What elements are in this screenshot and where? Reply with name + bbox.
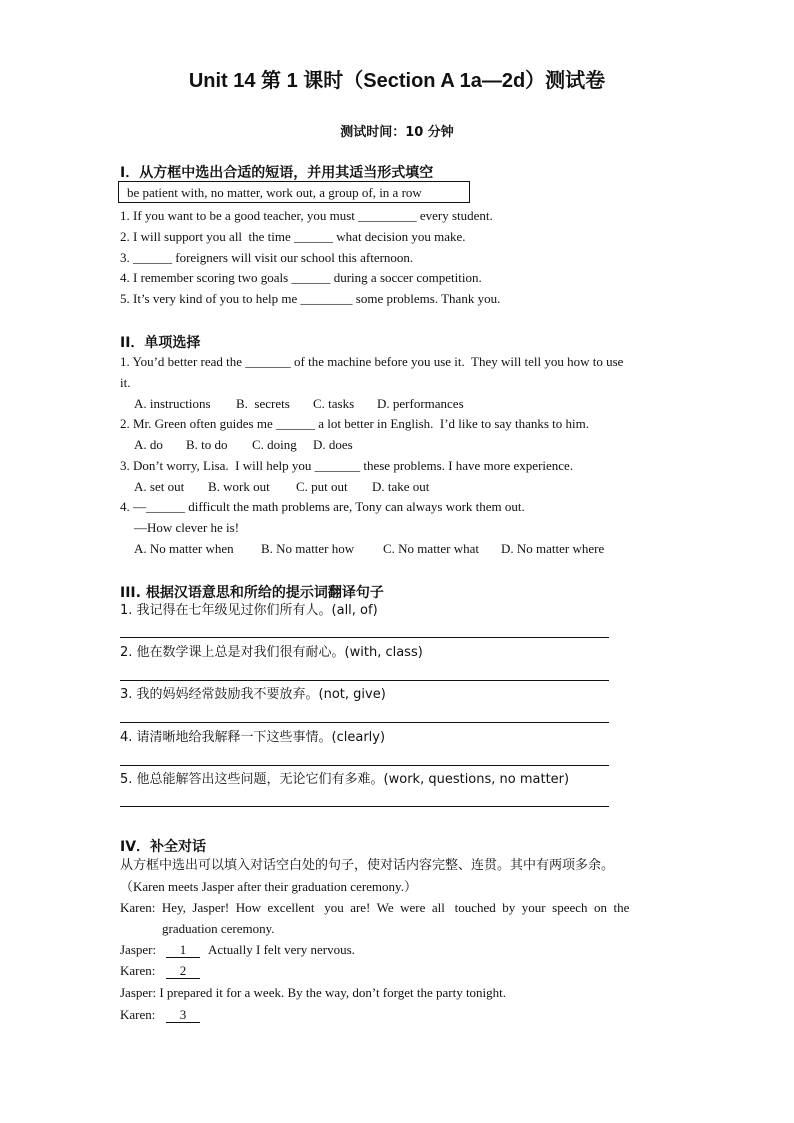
part1-item-5: 5. It’s very kind of you to help me ________ some problems. Thank you. [120, 291, 501, 306]
part2-q2: 2. Mr. Green often guides me ______ a lot better in English. I’d like to say thanks to him. [120, 416, 590, 431]
q3-option-c: C. put out [296, 479, 348, 494]
dialog-blank-3: 3 [166, 1007, 200, 1023]
dialog-speaker-jasper-1: Jasper: [120, 942, 157, 957]
q3-option-d: D. take out [372, 479, 430, 494]
q2-option-b: B. to do [186, 437, 228, 452]
part2-heading: II．单项选择 [120, 335, 201, 351]
part1-item-1: 1. If you want to be a good teacher, you must _________ every student. [120, 208, 493, 223]
q4-option-a: A. No matter when [134, 541, 234, 556]
q1-option-d: D. performances [377, 396, 464, 411]
q3-option-a: A. set out [134, 479, 185, 494]
test-time: 测试时间：10 分钟 [340, 125, 454, 140]
part3-item-2: 2. 他在数学课上总是对我们很有耐心。(with, class) [120, 645, 423, 660]
part3-item-4: 4. 请清晰地给我解释一下这些事情。(clearly) [120, 730, 386, 745]
q2-option-d: D. does [313, 437, 353, 452]
dialog-blank-1: 1 [166, 942, 200, 958]
part3-item-5: 5. 他总能解答出这些问题，无论它们有多难。(work, questions, no matter) [120, 772, 570, 787]
dialog-speaker-karen-2: Karen: [120, 963, 156, 978]
dialog-line-karen-1: Karen: Hey, Jasper! How excellent you are! We were all touched by your speech on the [120, 900, 630, 915]
part1-item-4: 4. I remember scoring two goals ______ during a soccer competition. [120, 270, 482, 285]
answer-line-5 [120, 806, 609, 807]
answer-line-3 [120, 722, 609, 723]
q2-option-c: C. doing [252, 437, 297, 452]
dialog-line-karen-1-cont: graduation ceremony. [162, 921, 275, 936]
part2-q1: 1. You’d better read the _______ of the machine before you use it. They will tell you how to use [120, 354, 624, 369]
dialog-speaker-karen-3: Karen: [120, 1007, 156, 1022]
q4-option-c: C. No matter what [383, 541, 480, 556]
part2-q4: 4. —______ difficult the math problems are, Tony can always work them out. [120, 499, 525, 514]
part1-item-2: 2. I will support you all the time ______ what decision you make. [120, 229, 466, 244]
dialog-blank-2: 2 [166, 963, 200, 979]
part3-item-3: 3. 我的妈妈经常鼓励我不要放弃。(not, give) [120, 687, 386, 702]
q4-option-d: D. No matter where [501, 541, 605, 556]
part2-q3: 3. Don’t worry, Lisa. I will help you _______ these problems. I have more experience. [120, 458, 574, 473]
part2-q1-cont: it. [120, 375, 131, 390]
q4-option-b: B. No matter how [261, 541, 355, 556]
part4-instruction: 从方框中选出可以填入对话空白处的句子，使对话内容完整、连贯。其中有两项多余。 [120, 858, 615, 873]
q1-option-c: C. tasks [313, 396, 355, 411]
dialog-scene: （Karen meets Jasper after their graduation ceremony.） [120, 879, 417, 894]
part4-heading: IV．补全对话 [120, 839, 207, 855]
answer-line-1 [120, 637, 609, 638]
answer-line-4 [120, 765, 609, 766]
dialog-line-jasper-1: Actually I felt very nervous. [208, 942, 355, 957]
q1-option-b: B. secrets [236, 396, 290, 411]
part1-item-3: 3. ______ foreigners will visit our school this afternoon. [120, 250, 414, 265]
answer-line-2 [120, 680, 609, 681]
q2-option-a: A. do [134, 437, 163, 452]
part3-item-1: 1. 我记得在七年级见过你们所有人。(all, of) [120, 603, 378, 618]
q3-option-b: B. work out [208, 479, 270, 494]
part3-heading: III. 根据汉语意思和所给的提示词翻译句子 [120, 585, 384, 601]
dialog-line-jasper-2: Jasper: I prepared it for a week. By the way, don’t forget the party tonight. [120, 985, 507, 1000]
part1-heading: I．从方框中选出合适的短语，并用其适当形式填空 [120, 165, 434, 181]
part2-q4-reply: —How clever he is! [134, 520, 240, 535]
phrase-box: be patient with, no matter, work out, a group of, in a row [118, 181, 470, 203]
page-title: Unit 14 第 1 课时（Section A 1a—2d）测试卷 [188, 70, 606, 92]
q1-option-a: A. instructions [134, 396, 211, 411]
